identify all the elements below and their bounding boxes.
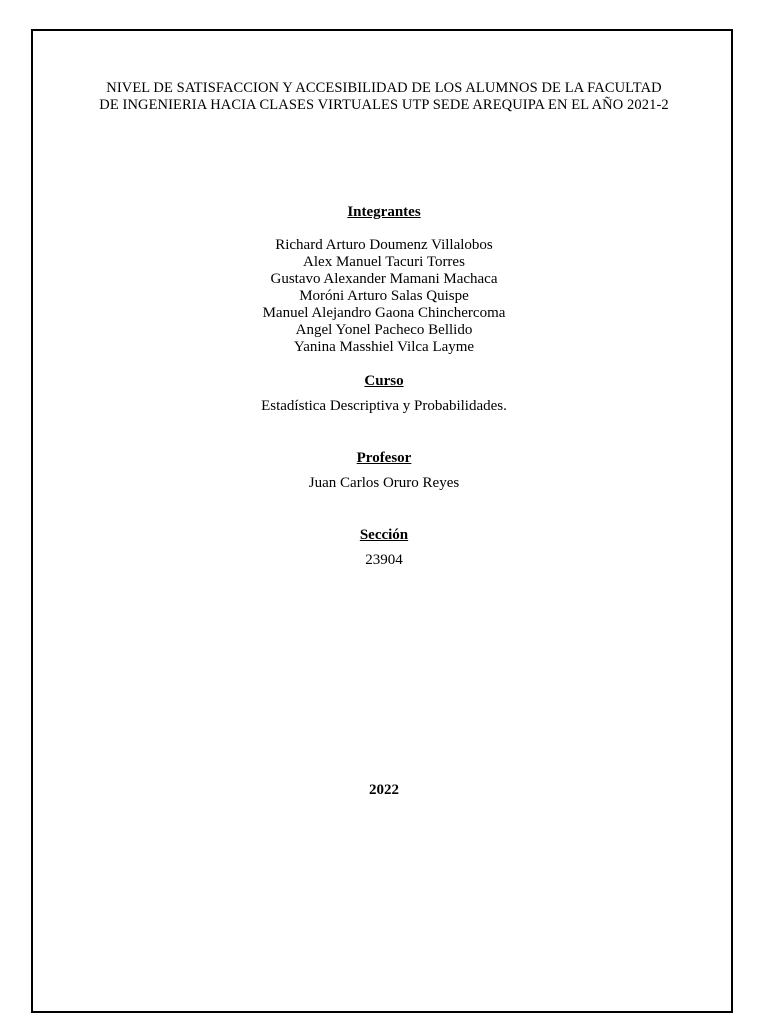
integrantes-heading: Integrantes: [347, 204, 421, 220]
member-name: Manuel Alejandro Gaona Chinchercoma: [262, 305, 506, 321]
curso-value: Estadística Descriptiva y Probabilidades.: [261, 398, 507, 414]
seccion-heading: Sección: [359, 527, 409, 543]
member-name: Richard Arturo Doumenz Villalobos: [275, 237, 493, 253]
member-name: Yanina Masshiel Vilca Layme: [293, 339, 475, 355]
member-name: Gustavo Alexander Mamani Machaca: [270, 271, 498, 287]
members-list: [0, 237, 768, 356]
title-line-1: NIVEL DE SATISFACCION Y ACCESIBILIDAD DE LOS ALUMNOS DE LA FACULTAD: [106, 80, 662, 96]
document-year: 2022: [369, 782, 399, 798]
profesor-heading: Profesor: [356, 450, 412, 466]
title-line-2: DE INGENIERIA HACIA CLASES VIRTUALES UTP SEDE AREQUIPA EN EL AÑO 2021-2: [99, 97, 669, 113]
document-title: [0, 80, 768, 114]
curso-heading: Curso: [364, 373, 404, 389]
member-name: Moróni Arturo Salas Quispe: [299, 288, 469, 304]
member-name: Alex Manuel Tacuri Torres: [303, 254, 465, 270]
seccion-value: 23904: [365, 552, 403, 568]
member-name: Angel Yonel Pacheco Bellido: [295, 322, 473, 338]
profesor-value: Juan Carlos Oruro Reyes: [308, 475, 460, 491]
page-border: [31, 29, 733, 1013]
